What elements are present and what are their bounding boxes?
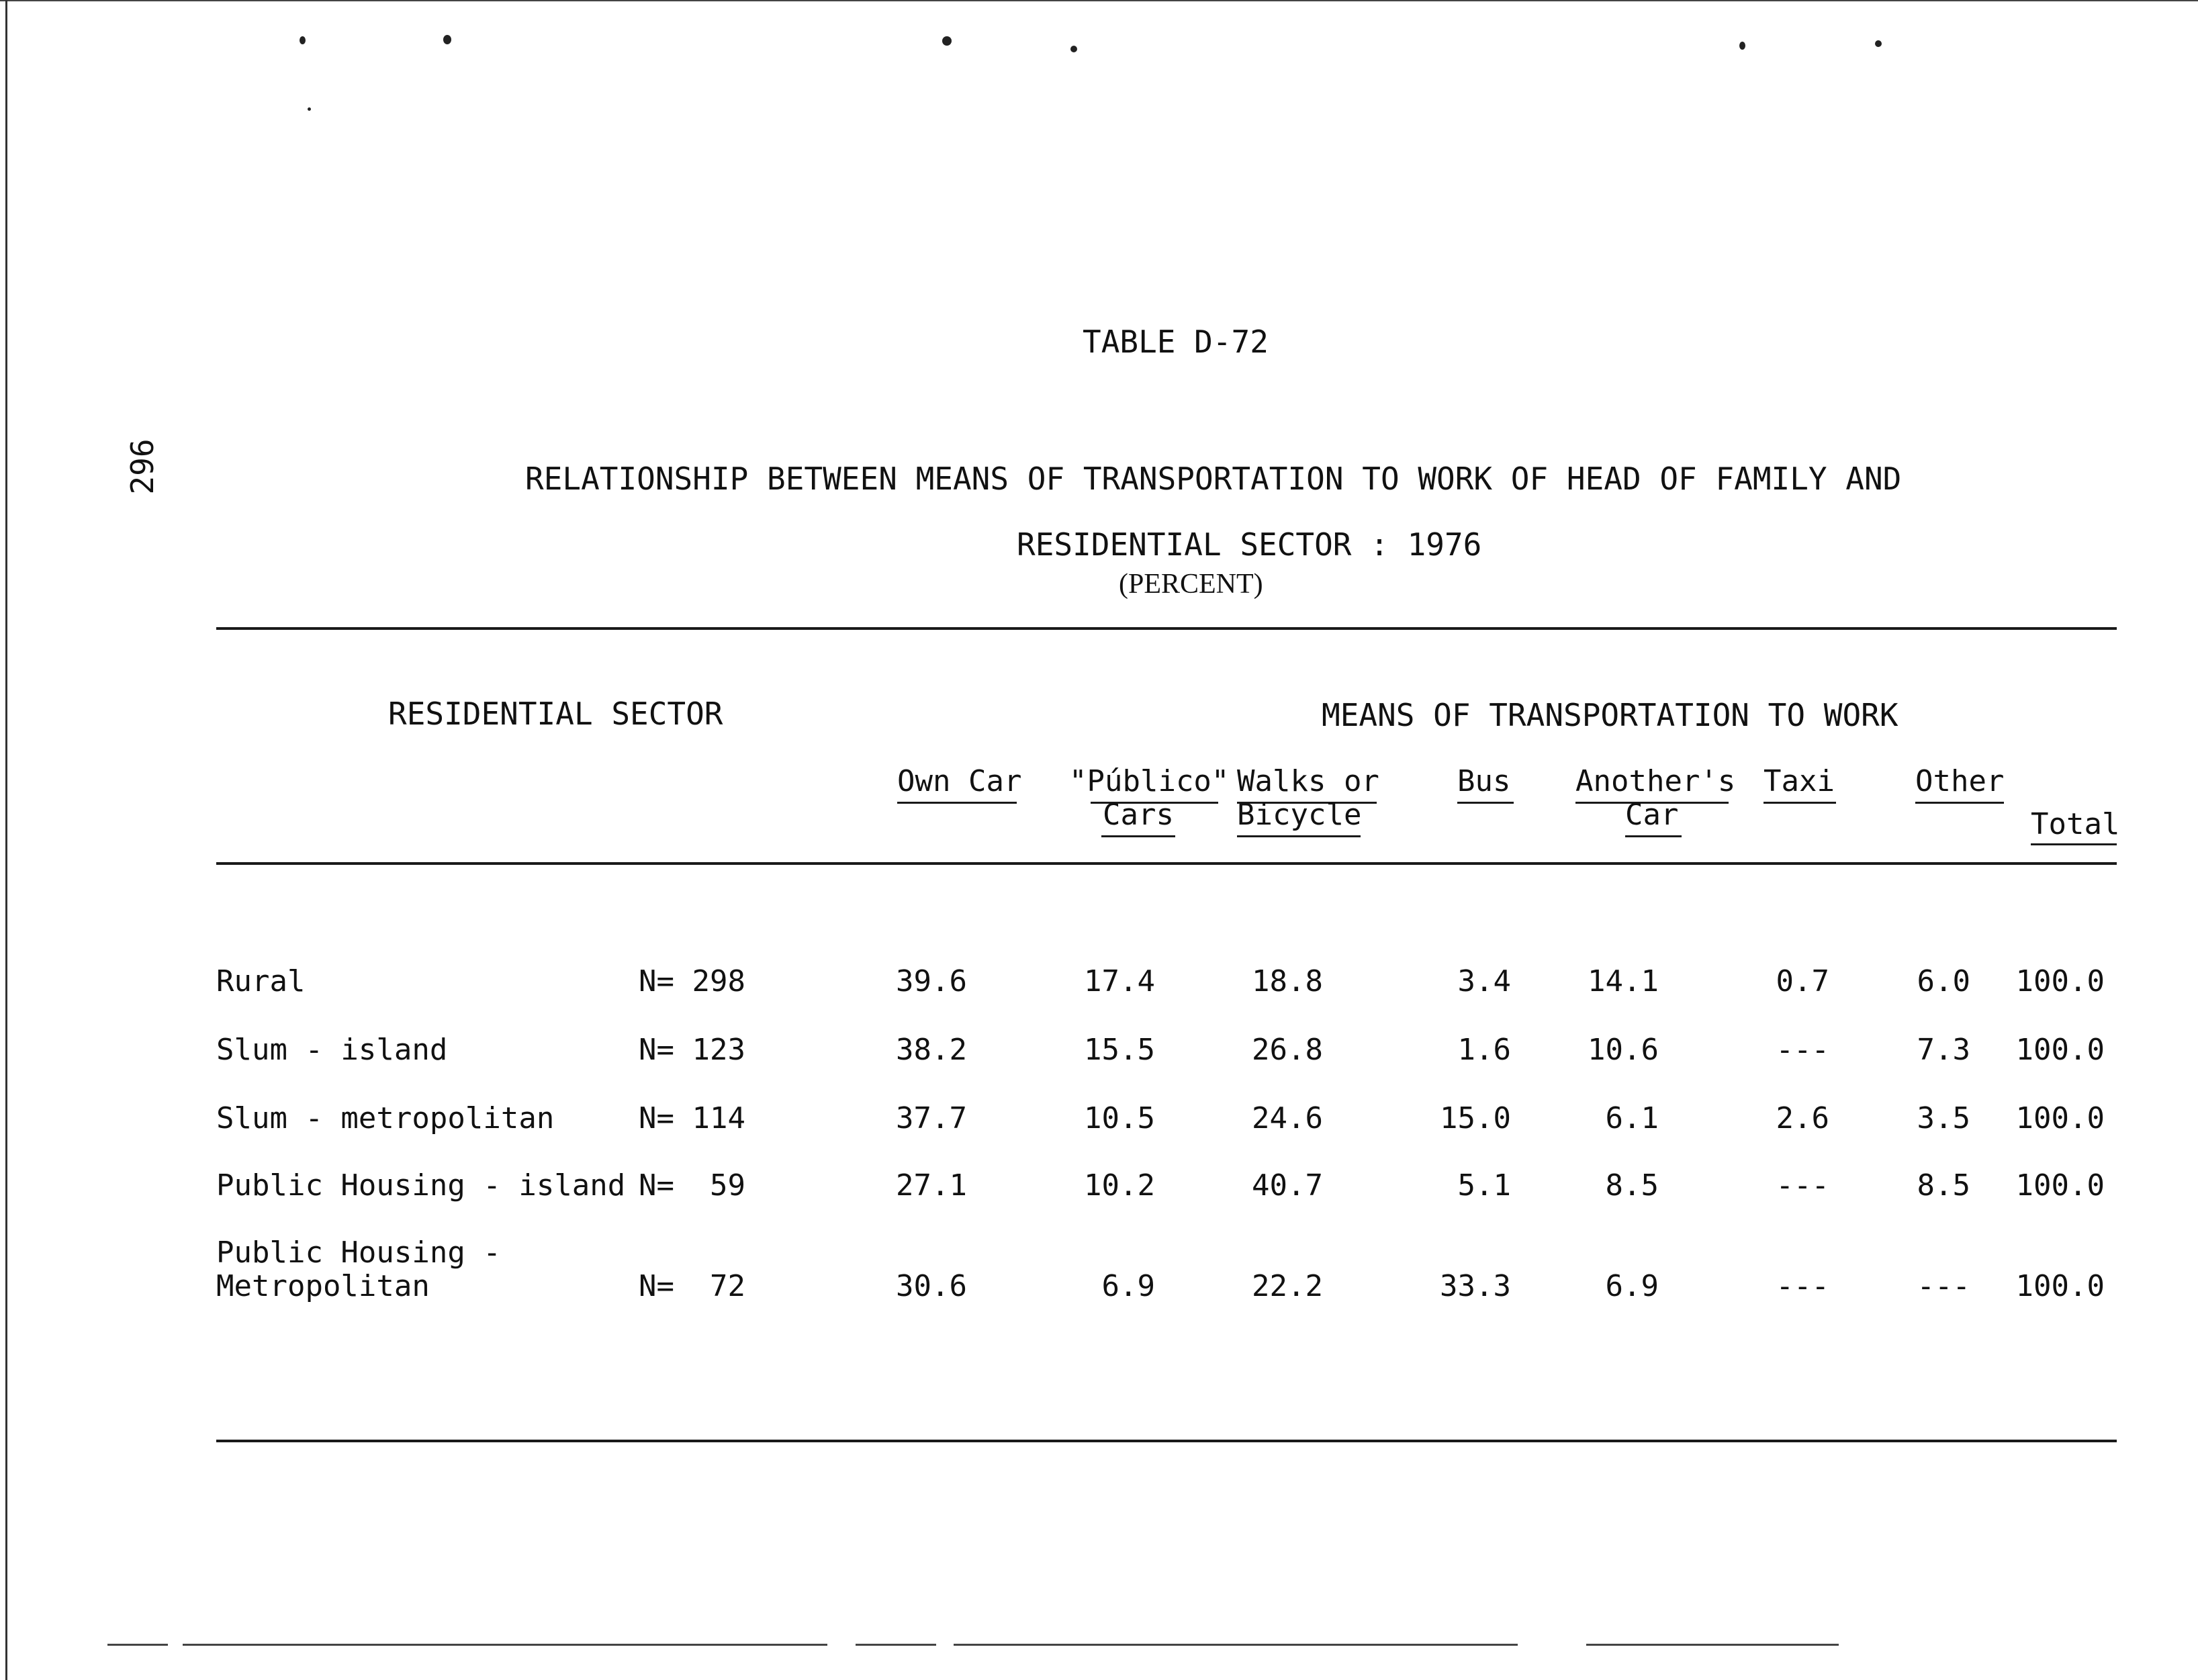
cell-taxi: ---: [1776, 1033, 1829, 1067]
cell-own-car: 37.7: [896, 1101, 967, 1135]
scan-speck: [1070, 46, 1077, 52]
cell-other: 3.5: [1917, 1101, 1970, 1135]
cell-another: 10.6: [1588, 1033, 1659, 1067]
scan-edge-bottom: [183, 1644, 827, 1646]
col-header-underline: [1915, 802, 2004, 804]
table-unit: (PERCENT): [1119, 569, 1263, 600]
row-sector: Rural: [216, 964, 306, 998]
cell-total: 100.0: [2015, 1168, 2105, 1203]
col-header-walks: Walks or: [1237, 764, 1379, 798]
cell-another: 6.9: [1605, 1269, 1659, 1303]
scan-speck: [1875, 40, 1882, 47]
cell-walks: 26.8: [1252, 1033, 1323, 1067]
row-n: N= 72: [639, 1269, 745, 1303]
cell-own-car: 39.6: [896, 964, 967, 998]
scan-edge-bottom: [856, 1644, 936, 1646]
cell-bus: 5.1: [1457, 1168, 1511, 1203]
cell-bus: 15.0: [1440, 1101, 1511, 1135]
table-label: TABLE D-72: [1083, 324, 1269, 360]
row-sector-line2: Metropolitan: [216, 1269, 430, 1303]
cell-taxi: ---: [1776, 1269, 1829, 1303]
cell-walks: 24.6: [1252, 1101, 1323, 1135]
cell-own-car: 30.6: [896, 1269, 967, 1303]
cell-own-car: 38.2: [896, 1033, 967, 1067]
cell-other: ---: [1917, 1269, 1970, 1303]
cell-own-car: 27.1: [896, 1168, 967, 1203]
row-sector: Public Housing - island: [216, 1168, 626, 1203]
col-header-publico-cars: Cars: [1103, 798, 1174, 832]
cell-total: 100.0: [2015, 1101, 2105, 1135]
cell-another: 8.5: [1605, 1168, 1659, 1203]
col-header-own-car: Own Car: [897, 764, 1022, 798]
col-header-taxi: Taxi: [1764, 764, 1835, 798]
top-rule: [216, 627, 2117, 630]
table-title-line2: RESIDENTIAL SECTOR : 1976: [1017, 526, 1482, 563]
col-header-another-car: Car: [1625, 798, 1679, 832]
col-header-underline: [1237, 835, 1361, 837]
header-rule: [216, 862, 2117, 865]
cell-taxi: 2.6: [1776, 1101, 1829, 1135]
cell-publico: 17.4: [1084, 964, 1155, 998]
bottom-rule: [216, 1440, 2117, 1442]
cell-taxi: ---: [1776, 1168, 1829, 1203]
cell-walks: 18.8: [1252, 964, 1323, 998]
scan-speck: [443, 35, 451, 44]
scan-speck: [1739, 42, 1745, 50]
cell-total: 100.0: [2015, 1033, 2105, 1067]
col-header-total: Total: [2031, 807, 2120, 841]
page-number: 296: [124, 438, 161, 495]
scan-edge-bottom: [107, 1644, 168, 1646]
col-header-underline: [1101, 835, 1175, 837]
cell-taxi: 0.7: [1776, 964, 1829, 998]
scan-edge-left: [5, 0, 7, 1680]
scan-speck: [300, 36, 306, 44]
row-n: N= 114: [639, 1101, 745, 1135]
col-header-other: Other: [1915, 764, 2005, 798]
col-header-publico: "Público": [1069, 764, 1230, 798]
cell-other: 6.0: [1917, 964, 1970, 998]
cell-publico: 6.9: [1101, 1269, 1155, 1303]
scan-speck: [308, 107, 311, 111]
cell-total: 100.0: [2015, 1269, 2105, 1303]
row-n: N= 123: [639, 1033, 745, 1067]
means-header: MEANS OF TRANSPORTATION TO WORK: [1322, 697, 1898, 733]
cell-publico: 10.2: [1084, 1168, 1155, 1203]
col-header-underline: [1625, 835, 1682, 837]
col-header-underline: [1764, 802, 1836, 804]
scan-speck: [942, 36, 952, 46]
row-sector: Public Housing -: [216, 1235, 501, 1270]
cell-bus: 1.6: [1457, 1033, 1511, 1067]
cell-other: 7.3: [1917, 1033, 1970, 1067]
col-header-another: Another's: [1575, 764, 1736, 798]
cell-publico: 10.5: [1084, 1101, 1155, 1135]
row-n: N= 59: [639, 1168, 745, 1203]
scan-edge-top: [0, 0, 2198, 1]
cell-publico: 15.5: [1084, 1033, 1155, 1067]
cell-another: 6.1: [1605, 1101, 1659, 1135]
sector-header: RESIDENTIAL SECTOR: [388, 696, 723, 732]
scan-edge-bottom: [1586, 1644, 1839, 1646]
scan-edge-bottom: [954, 1644, 1518, 1646]
cell-bus: 3.4: [1457, 964, 1511, 998]
row-n: N= 298: [639, 964, 745, 998]
col-header-underline: [2031, 843, 2117, 845]
cell-walks: 22.2: [1252, 1269, 1323, 1303]
cell-total: 100.0: [2015, 964, 2105, 998]
row-sector: Slum - island: [216, 1033, 448, 1067]
cell-other: 8.5: [1917, 1168, 1970, 1203]
cell-walks: 40.7: [1252, 1168, 1323, 1203]
col-header-underline: [1457, 802, 1514, 804]
col-header-bus: Bus: [1457, 764, 1511, 798]
cell-another: 14.1: [1588, 964, 1659, 998]
col-header-underline: [897, 802, 1017, 804]
table-title-line1: RELATIONSHIP BETWEEN MEANS OF TRANSPORTATION TO WORK OF HEAD OF FAMILY AND: [525, 461, 1902, 497]
row-sector: Slum - metropolitan: [216, 1101, 555, 1135]
cell-bus: 33.3: [1440, 1269, 1511, 1303]
col-header-bicycle: Bicycle: [1237, 798, 1362, 832]
